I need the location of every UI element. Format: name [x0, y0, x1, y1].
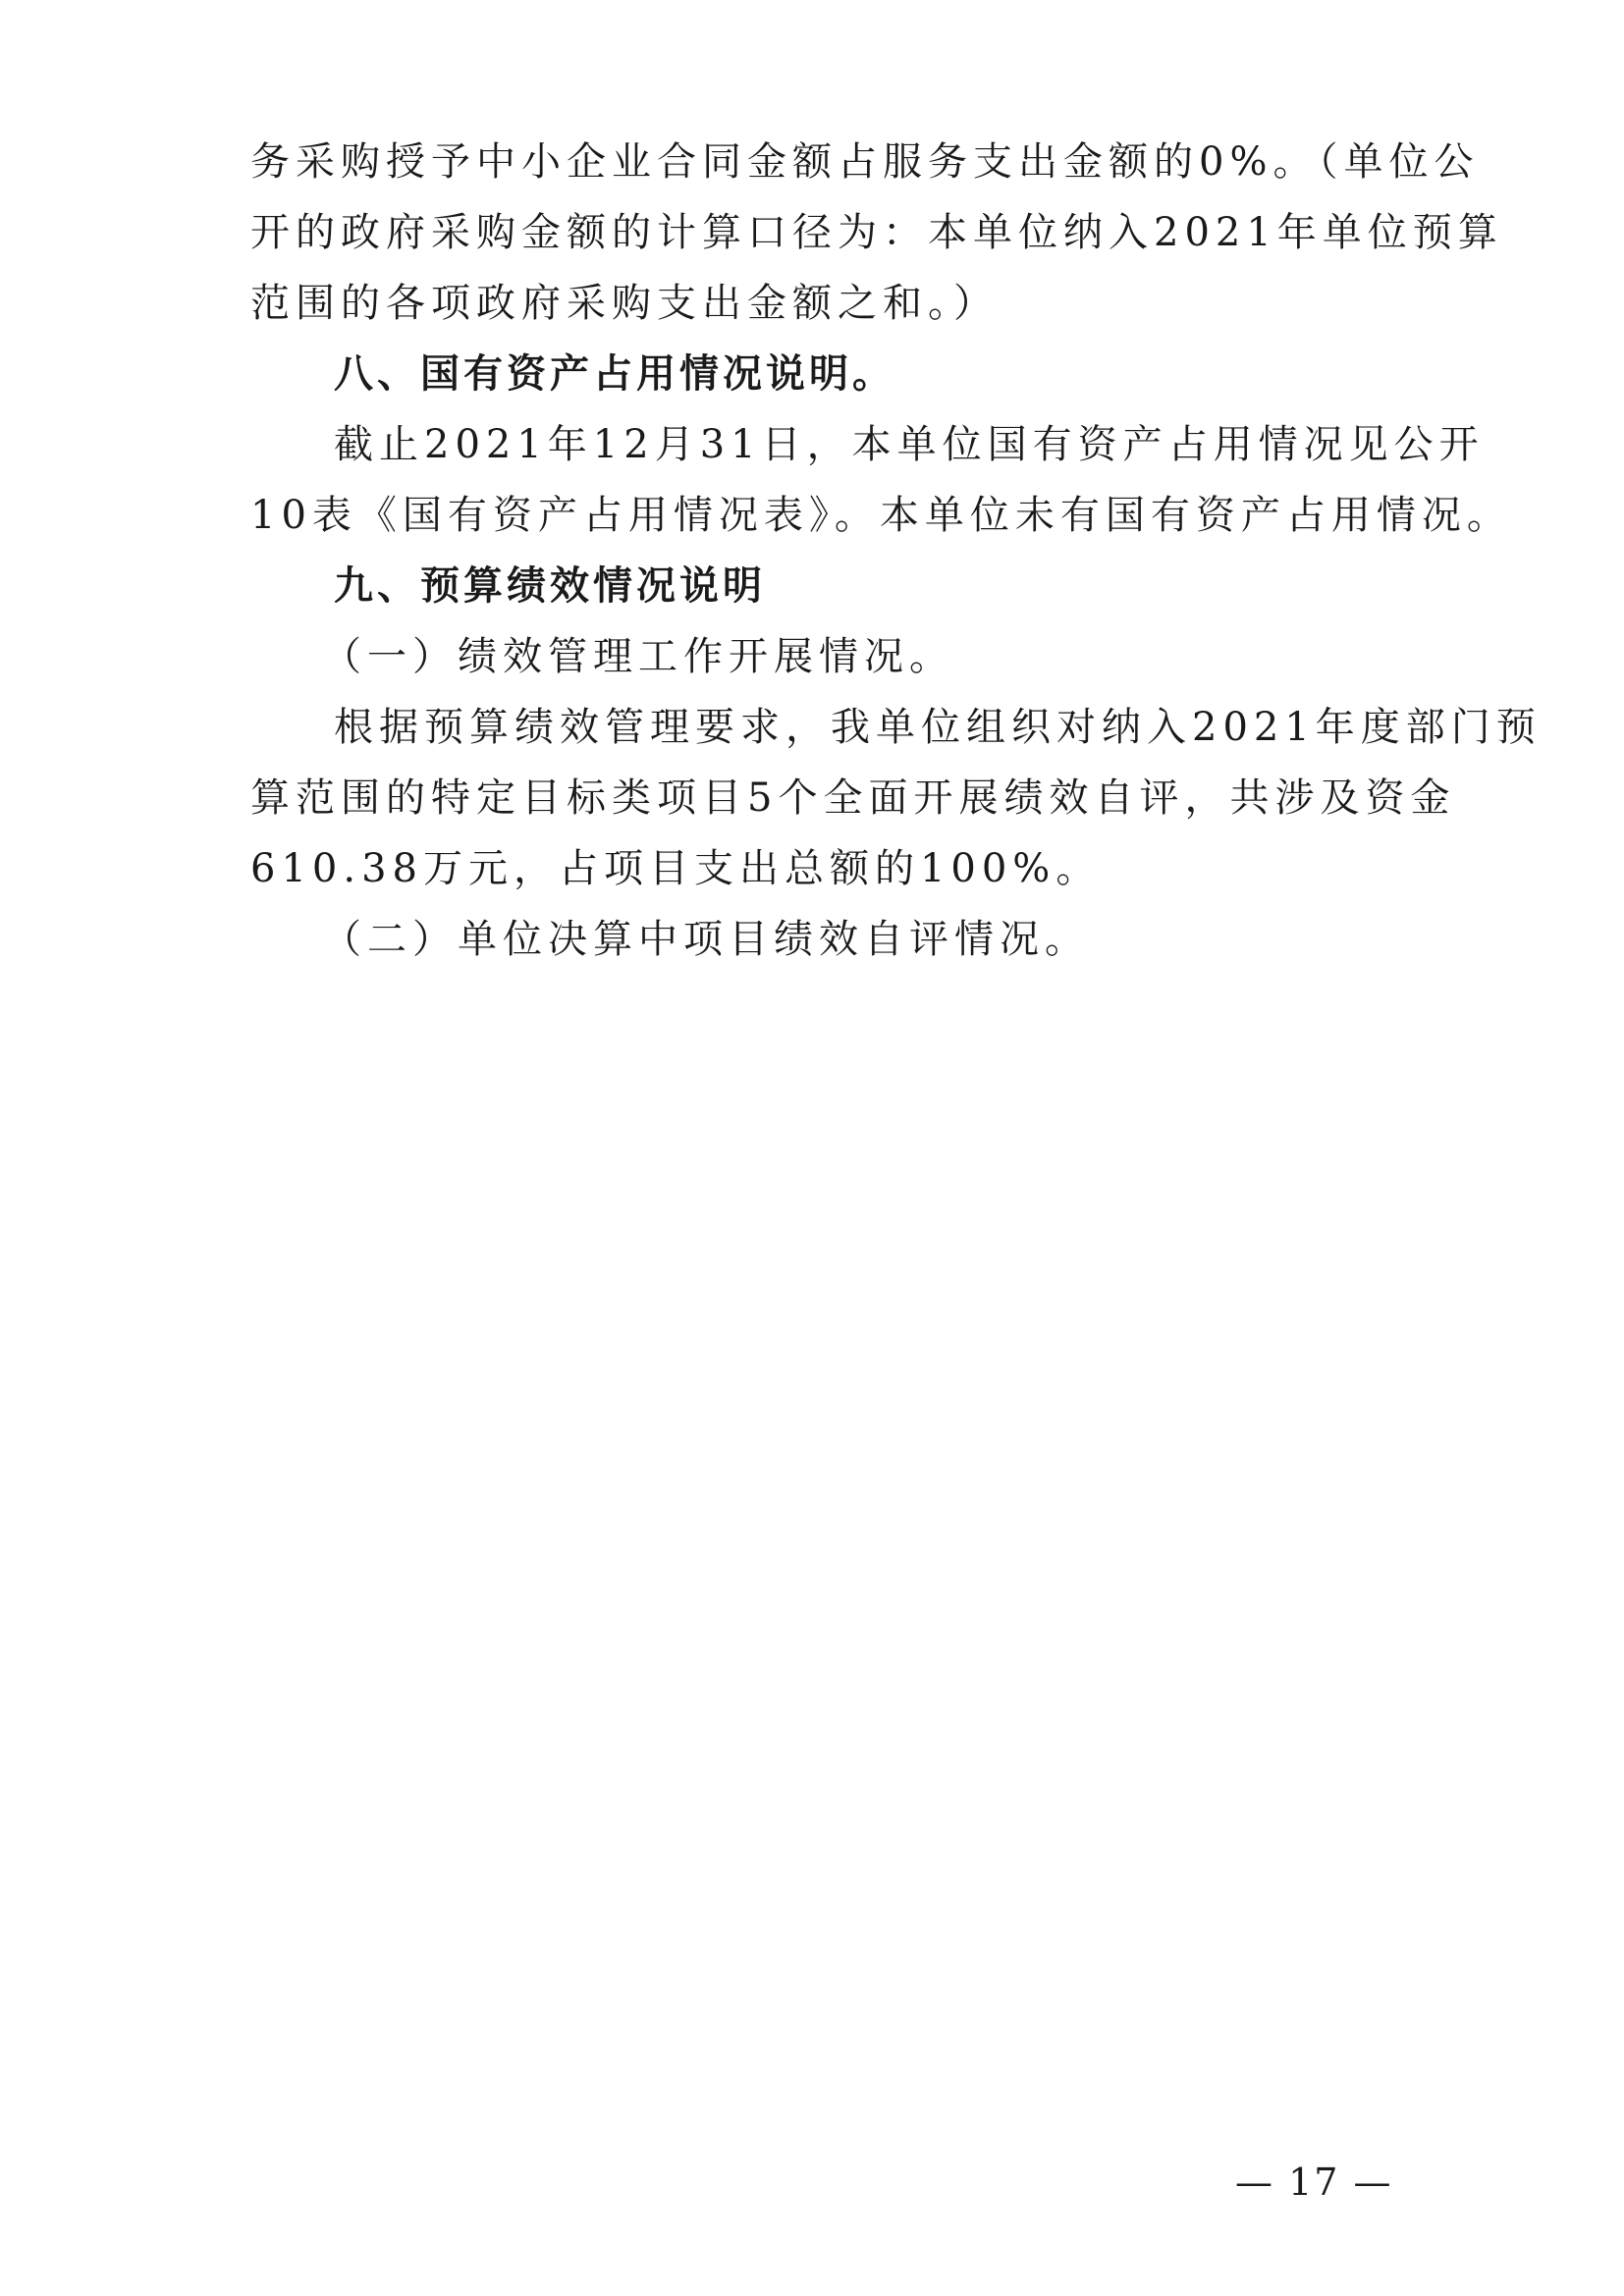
section-8-paragraph-line-2: 10表《国有资产占用情况表》。本单位未有国有资产占用情况。 — [250, 493, 1512, 538]
section-9-subheading-2: （二）单位决算中项目绩效自评情况。 — [322, 917, 1090, 962]
section-9-subheading-1: （一）绩效管理工作开展情况。 — [322, 634, 954, 679]
procurement-paragraph-line-2: 开的政府采购金额的计算口径为：本单位纳入2021年单位预算 — [250, 210, 1503, 255]
section-9-heading: 九、预算绩效情况说明 — [334, 563, 766, 609]
section-9-paragraph-line-3: 610.38万元，占项目支出总额的100%。 — [250, 846, 1102, 891]
procurement-paragraph-line-1: 务采购授予中小企业合同金额占服务支出金额的0%。（单位公 — [250, 139, 1480, 185]
section-9-paragraph-line-1: 根据预算绩效管理要求，我单位组织对纳入2021年度部门预 — [334, 705, 1542, 750]
procurement-paragraph-line-3: 范围的各项政府采购支出金额之和。） — [250, 281, 999, 326]
page-number: — 17 — — [1235, 2161, 1393, 2204]
section-8-heading: 八、国有资产占用情况说明。 — [334, 351, 895, 397]
section-8-paragraph-line-1: 截止2021年12月31日，本单位国有资产占用情况见公开 — [334, 422, 1485, 467]
section-9-paragraph-line-2: 算范围的特定目标类项目5个全面开展绩效自评，共涉及资金 — [250, 775, 1456, 821]
